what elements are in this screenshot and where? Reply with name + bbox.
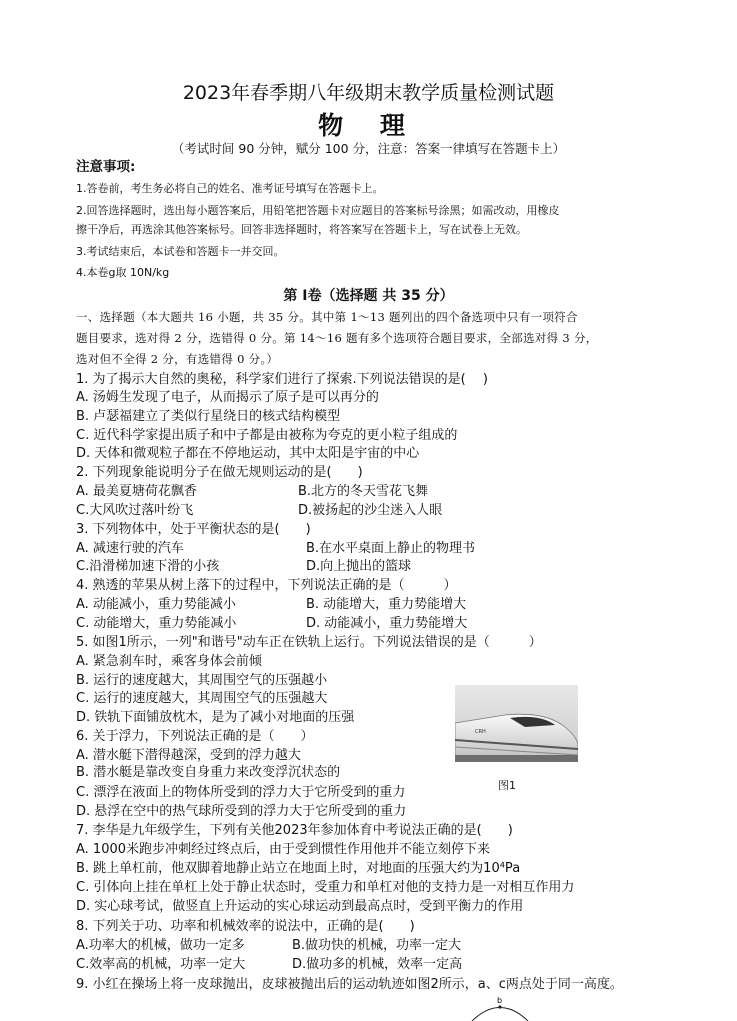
question-option: A. 潜水艇下潜得越深，受到的浮力越大 — [76, 748, 301, 763]
question-stem: 7. 李华是九年级学生，下列有关他2023年参加体育中考说法正确的是( ) — [76, 823, 513, 838]
subject-title: 物 理 — [318, 111, 419, 140]
question-stem: 1. 为了揭示大自然的奥秘，科学家们进行了探索.下列说法错误的是( ) — [76, 372, 488, 387]
question-option: B.做功快的机械，功率一定大 — [292, 938, 462, 953]
question-option: D. 天体和微观粒子都在不停地运动，其中太阳是宇宙的中心 — [76, 446, 420, 461]
question-option: C.大风吹过落叶纷飞 — [76, 503, 194, 518]
section-title: 第 Ⅰ卷（选择题 共 35 分） — [283, 288, 454, 304]
question-option: B. 潜水艇是靠改变自身重力来改变浮沉状态的 — [76, 765, 341, 780]
question-option: A.功率大的机械，做功一定多 — [76, 938, 245, 953]
question-stem: 8. 下列关于功、功率和机械效率的说法中，正确的是( ) — [76, 919, 415, 934]
note-item: 3.考试结束后，本试卷和答题卡一并交回。 — [76, 245, 285, 258]
question-stem: 3. 下列物体中，处于平衡状态的是( ) — [76, 522, 311, 537]
svg-text:CRH: CRH — [475, 729, 486, 735]
question-option: D.向上抛出的篮球 — [306, 559, 412, 574]
question-option: B.在水平桌面上静止的物理书 — [306, 541, 476, 556]
question-option: D.被扬起的沙尘迷入人眼 — [298, 503, 443, 518]
question-option: D. 铁轨下面铺放枕木，是为了减小对地面的压强 — [76, 710, 355, 725]
notes-heading: 注意事项: — [76, 159, 136, 175]
question-stem: 4. 熟透的苹果从树上落下的过程中，下列说法正确的是（ ） — [76, 578, 457, 593]
question-option: A. 1000米跑步冲刺经过终点后，由于受到惯性作用他并不能立刻停下来 — [76, 842, 491, 857]
note-item: 擦干净后，再选涂其他答案标号。回答非选择题时，将答案写在答题卡上，写在试卷上无效。 — [76, 223, 527, 236]
question-option: A. 动能减小，重力势能减小 — [76, 597, 236, 612]
question-option: C. 运行的速度越大，其周围空气的压强越大 — [76, 691, 328, 706]
question-option: C.沿滑梯加速下滑的小孩 — [76, 559, 220, 574]
section-instructions: 题目要求，选对得 2 分，选错得 0 分。第 14～16 题有多个选项符合题目要求，全部选对得 3 分， — [76, 331, 598, 345]
point-b-label: b — [497, 996, 503, 1005]
section-instructions: 一、选择题（本大题共 16 小题，共 35 分。其中第 1～13 题列出的四个备选项中只有一项符合 — [76, 310, 578, 324]
question-option: A. 紧急刹车时，乘客身体会前倾 — [76, 654, 262, 669]
note-item: 2.回答选择题时，选出每小题答案后，用铅笔把答题卡对应题目的答案标号涂黑；如需改动，用橡皮 — [76, 204, 560, 217]
question-option: D. 动能减小，重力势能增大 — [306, 616, 468, 631]
question-option: A. 减速行驶的汽车 — [76, 541, 184, 556]
question-option: B. 运行的速度越大，其周围空气的压强越小 — [76, 673, 328, 688]
question-option: C. 漂浮在液面上的物体所受到的浮力大于它所受到的重力 — [76, 785, 406, 800]
train-photo — [455, 685, 578, 762]
section-instructions: 选对但不全得 2 分，有选错得 0 分。） — [76, 352, 279, 366]
trajectory-diagram — [470, 996, 530, 1021]
question-option: C.效率高的机械，功率一定大 — [76, 957, 246, 972]
question-option: C. 近代科学家提出质子和中子都是由被称为夸克的更小粒子组成的 — [76, 428, 458, 443]
figure-1-caption: 图1 — [498, 779, 516, 792]
question-option: B. 卢瑟福建立了类似行星绕日的核式结构模型 — [76, 409, 341, 424]
question-option: B. 跳上单杠前，他双脚着地静止站立在地面上时，对地面的压强大约为10⁴Pa — [76, 861, 521, 876]
question-option: D. 悬浮在空中的热气球所受到的浮力大于它所受到的重力 — [76, 804, 407, 819]
question-option: C. 动能增大，重力势能减小 — [76, 616, 237, 631]
question-stem: 6. 关于浮力，下列说法正确的是（ ） — [76, 729, 314, 744]
question-stem: 2. 下列现象能说明分子在做无规则运动的是( ) — [76, 465, 363, 480]
exam-info: （考试时间 90 分钟，赋分 100 分，注意：答案一律填写在答题卡上） — [171, 141, 566, 156]
question-option: A. 汤姆生发现了电子，从而揭示了原子是可以再分的 — [76, 390, 379, 405]
note-item: 1.答卷前，考生务必将自己的姓名、准考证号填写在答题卡上。 — [76, 182, 384, 195]
question-option: D.做功多的机械，效率一定高 — [292, 957, 463, 972]
question-option: B.北方的冬天雪花飞舞 — [298, 484, 429, 499]
question-option: B. 动能增大，重力势能增大 — [306, 597, 467, 612]
exam-title: 2023年春季期八年级期末教学质量检测试题 — [182, 82, 555, 104]
question-option: D. 实心球考试，做竖直上升运动的实心球运动到最高点时，受到平衡力的作用 — [76, 899, 524, 914]
question-option: C. 引体向上挂在单杠上处于静止状态时，受重力和单杠对他的支持力是一对相互作用力 — [76, 880, 575, 895]
note-item: 4.本卷g取 10N/kg — [76, 266, 170, 279]
question-stem: 9. 小红在操场上将一皮球抛出，皮球被抛出后的运动轨迹如图2所示，a、c两点处于同一高度。 — [76, 977, 623, 992]
question-stem: 5. 如图1所示，一列"和谐号"动车正在铁轨上运行。下列说法错误的是（ ） — [76, 635, 542, 650]
question-option: A. 最美夏塘荷花飘香 — [76, 484, 197, 499]
